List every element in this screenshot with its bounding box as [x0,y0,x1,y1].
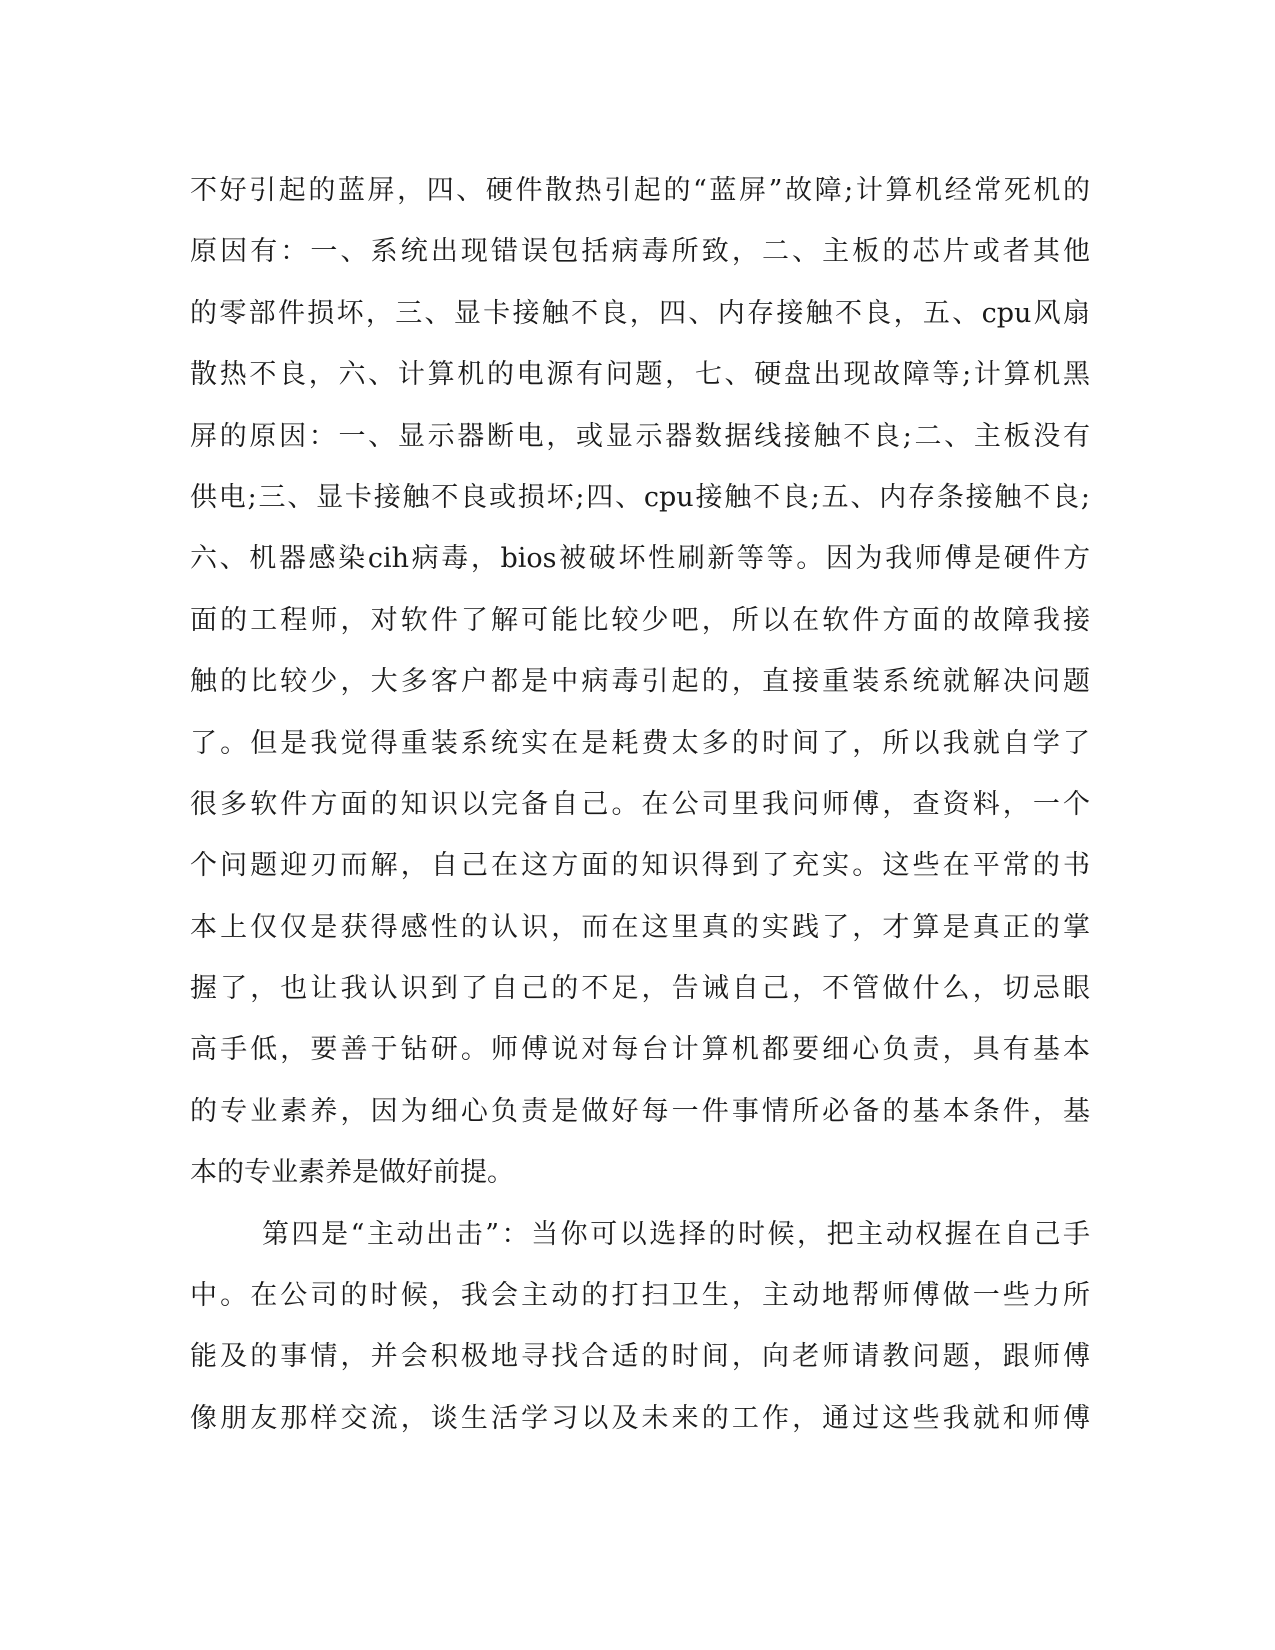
text-line: 六、机器感染cih病毒，bios被破坏性刷新等等。因为我师傅是硬件方 [190,543,1090,575]
text-line: 握了，也让我认识到了自己的不足，告诫自己，不管做什么，切忌眼 [190,973,1090,1005]
text-line: 触的比较少，大多客户都是中病毒引起的，直接重装系统就解决问题 [190,666,1090,698]
text-line: 像朋友那样交流，谈生活学习以及未来的工作，通过这些我就和师傅 [190,1402,1090,1434]
body-text [190,160,1090,1449]
text-line: 个问题迎刃而解，自己在这方面的知识得到了充实。这些在平常的书 [190,850,1090,882]
text-line: 了。但是我觉得重装系统实在是耗费太多的时间了，所以我就自学了 [190,727,1090,759]
text-line: 的零部件损坏，三、显卡接触不良，四、内存接触不良，五、cpu风扇 [190,297,1090,329]
text-line: 的专业素养，因为细心负责是做好每一件事情所必备的基本条件，基 [190,1095,1090,1127]
paragraph-2 [190,1204,1090,1450]
text-line: 中。在公司的时候，我会主动的打扫卫生，主动地帮师傅做一些力所 [190,1280,1090,1312]
text-line: 屏的原因：一、显示器断电，或显示器数据线接触不良;二、主板没有 [190,420,1090,452]
text-line: 本上仅仅是获得感性的认识，而在这里真的实践了，才算是真正的掌 [190,911,1090,943]
text-line: 面的工程师，对软件了解可能比较少吧，所以在软件方面的故障我接 [190,604,1090,636]
text-line: 能及的事情，并会积极地寻找合适的时间，向老师请教问题，跟师傅 [190,1341,1090,1373]
text-line: 供电;三、显卡接触不良或损坏;四、cpu接触不良;五、内存条接触不良; [190,481,1090,513]
text-line: 原因有：一、系统出现错误包括病毒所致，二、主板的芯片或者其他 [190,236,1090,268]
text-line: 很多软件方面的知识以完备自己。在公司里我问师傅，查资料，一个 [190,788,1090,820]
text-line: 散热不良，六、计算机的电源有问题，七、硬盘出现故障等;计算机黑 [190,359,1090,391]
text-line: 高手低，要善于钻研。师傅说对每台计算机都要细心负责，具有基本 [190,1034,1090,1066]
paragraph-1 [190,160,1090,1204]
text-line: 第四是“主动出击”：当你可以选择的时候，把主动权握在自己手 [262,1218,1090,1250]
text-line: 本的专业素养是做好前提。 [190,1157,514,1189]
text-line: 不好引起的蓝屏，四、硬件散热引起的“蓝屏”故障;计算机经常死机的 [190,175,1090,206]
